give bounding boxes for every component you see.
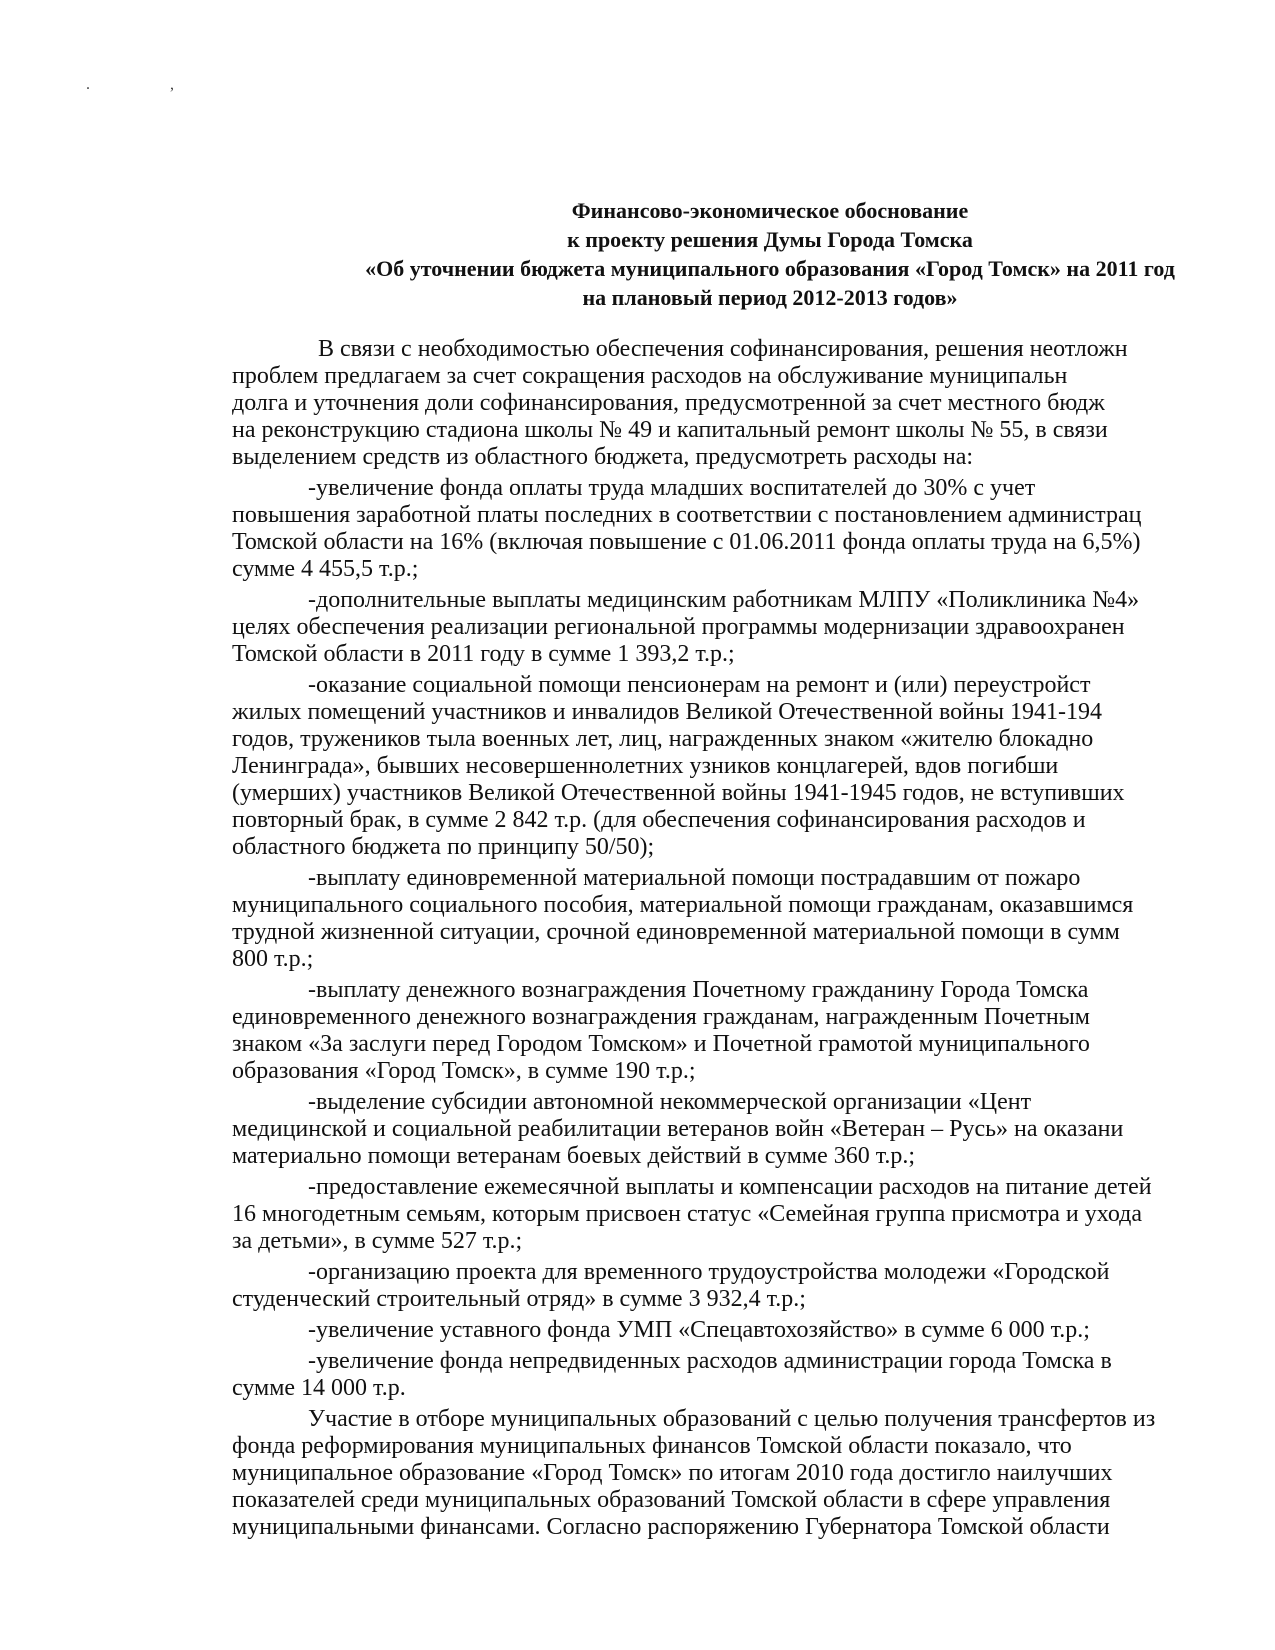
text-line: жилых помещений участников и инвалидов Великой Отечественной войны 1941-194 [232, 699, 1102, 725]
text-line: 800 т.р.; [232, 946, 314, 972]
paragraph-item [232, 1317, 1275, 1344]
text-line: повторный брак, в сумме 2 842 т.р. (для обеспечения софинансирования расходов и [232, 807, 1086, 833]
paragraph-item [232, 587, 1275, 668]
paragraph-item [232, 1348, 1275, 1402]
paragraph-item [232, 977, 1275, 1085]
title-line: к проекту решения Думы Города Томска [567, 227, 973, 252]
text-line: трудной жизненной ситуации, срочной единовременной материальной помощи в сумм [232, 919, 1120, 945]
text-line: (умерших) участников Великой Отечественной войны 1941-1945 годов, не вступивших [232, 780, 1125, 806]
text-line: фонда реформирования муниципальных финансов Томской области показало, что [232, 1433, 1072, 1459]
title-line: Финансово-экономическое обоснование [571, 198, 969, 223]
document-title [265, 196, 1275, 312]
paragraph-item [232, 475, 1275, 583]
text-line: муниципального социального пособия, материальной помощи гражданам, оказавшимся [232, 892, 1134, 918]
scan-marks: . , [86, 76, 212, 93]
text-line: Томской области на 16% (включая повышение с 01.06.2011 фонда оплаты труда на 6,5%) [232, 529, 1141, 555]
text-line: на реконструкцию стадиона школы № 49 и капитальный ремонт школы № 55, в связи [232, 417, 1108, 443]
text-line: -дополнительные выплаты медицинским работникам МЛПУ «Поликлиника №4» [308, 587, 1140, 613]
text-line: 16 многодетным семьям, которым присвоен статус «Семейная группа присмотра и ухода [232, 1201, 1143, 1227]
text-line: областного бюджета по принципу 50/50); [232, 834, 655, 860]
text-line: выделением средств из областного бюджета, предусмотреть расходы на: [232, 444, 974, 470]
text-line: муниципальное образование «Город Томск» по итогам 2010 года достигло наилучших [232, 1460, 1113, 1486]
text-line: -организацию проекта для временного трудоустройства молодежи «Городской [308, 1259, 1110, 1285]
text-line: целях обеспечения реализации региональной программы модернизации здравоохранен [232, 614, 1125, 640]
text-line: за детьми», в сумме 527 т.р.; [232, 1228, 523, 1254]
text-line: -предоставление ежемесячной выплаты и компенсации расходов на питание детей [308, 1174, 1152, 1200]
text-line: -увеличение уставного фонда УМП «Спецавтохозяйство» в сумме 6 000 т.р.; [308, 1317, 1090, 1343]
document-body [232, 336, 1275, 1650]
paragraph-conclusion [232, 1406, 1275, 1541]
text-line: единовременного денежного вознаграждения гражданам, награжденным Почетным [232, 1004, 1090, 1030]
paragraph-intro [232, 336, 1275, 471]
text-line: -увеличение фонда непредвиденных расходов администрации города Томска в [308, 1348, 1112, 1374]
text-line: -увеличение фонда оплаты труда младших воспитателей до 30% с учет [308, 475, 1036, 501]
text-line: долга и уточнения доли софинансирования, предусмотренной за счет местного бюдж [232, 390, 1105, 416]
paragraph-item [232, 1259, 1275, 1313]
paragraph-item [232, 1089, 1275, 1170]
text-line: сумме 4 455,5 т.р.; [232, 556, 419, 582]
text-line: проблем предлагаем за счет сокращения расходов на обслуживание муниципальн [232, 363, 1068, 389]
paragraph-item [232, 672, 1275, 861]
text-line: -выплату единовременной материальной помощи пострадавшим от пожаро [308, 865, 1081, 891]
text-line: знаком «За заслуги перед Городом Томском» и Почетной грамотой муниципального [232, 1031, 1090, 1057]
text-line: студенческий строительный отряд» в сумме 3 932,4 т.р.; [232, 1286, 806, 1312]
text-line: показателей среди муниципальных образований Томской области в сфере управления [232, 1487, 1111, 1513]
text-line: годов, тружеников тыла военных лет, лиц, награжденных знаком «жителю блокадно [232, 726, 1094, 752]
text-line: повышения заработной платы последних в соответствии с постановлением администрац [232, 502, 1142, 528]
paragraph-item [232, 1174, 1275, 1255]
text-line: сумме 14 000 т.р. [232, 1375, 406, 1401]
text-line: Участие в отборе муниципальных образований с целью получения трансфертов из [308, 1406, 1156, 1432]
text-line: -выплату денежного вознаграждения Почетному гражданину Города Томска [308, 977, 1089, 1003]
text-line: материально помощи ветеранам боевых действий в сумме 360 т.р.; [232, 1143, 916, 1169]
text-line: Ленинграда», бывших несовершеннолетних узников концлагерей, вдов погибши [232, 753, 1059, 779]
text-line: -выделение субсидии автономной некоммерческой организации «Цент [308, 1089, 1032, 1115]
text-line: муниципальными финансами. Согласно распоряжению Губернатора Томской области [232, 1514, 1110, 1540]
title-line: на плановый период 2012-2013 годов» [582, 285, 958, 310]
title-line: «Об уточнении бюджета муниципального образования «Город Томск» на 2011 год [365, 256, 1175, 281]
paragraph-item [232, 865, 1275, 973]
text-line: медицинской и социальной реабилитации ветеранов войн «Ветеран – Русь» на оказани [232, 1116, 1124, 1142]
text-line: -оказание социальной помощи пенсионерам на ремонт и (или) переустройст [308, 672, 1091, 698]
text-line: В связи с необходимостью обеспечения софинансирования, решения неотложн [318, 336, 1128, 362]
text-line: Томской области в 2011 году в сумме 1 393,2 т.р.; [232, 641, 735, 667]
text-line: образования «Город Томск», в сумме 190 т.р.; [232, 1058, 696, 1084]
